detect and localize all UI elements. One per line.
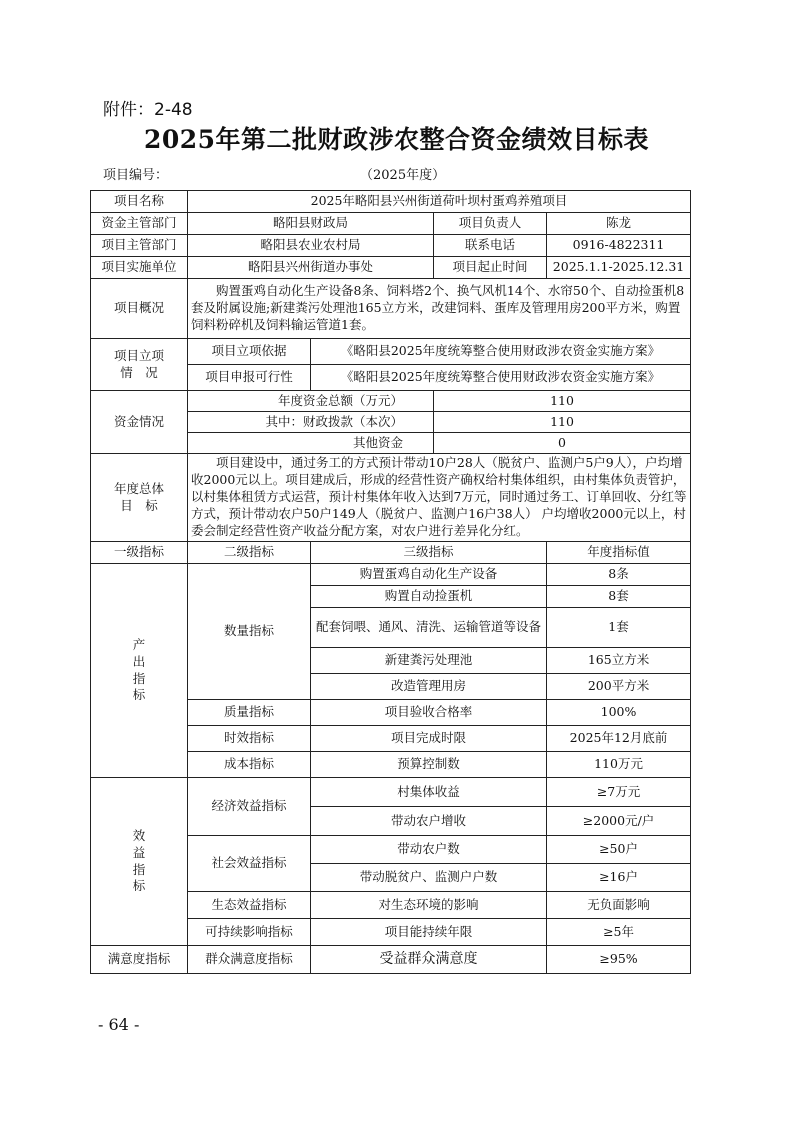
eco-item-value: 无负面影响 [547, 892, 691, 919]
row-fund-total [91, 391, 691, 412]
funds-label: 资金情况 [91, 391, 188, 454]
goal-label-line1: 年度总体 [113, 480, 164, 496]
overview-text: 购置蛋鸡自动化生产设备8条、饲料塔2个、换气风机14个、水帘50个、自动捡蛋机8套及附属设施;新建粪污处理池165立方米，改建饲料、蛋库及管理用房200平方米，购置饲料粉碎机及饲料输运管道1套。 [188, 279, 691, 339]
social-item-name: 带动农户数 [311, 836, 547, 864]
quantity-item-name: 购置自动捡蛋机 [311, 586, 547, 608]
time-indicator-label: 时效指标 [188, 726, 311, 752]
header-level2: 二级指标 [188, 542, 311, 564]
benefit-indicator-label [91, 778, 188, 946]
table-row [91, 564, 691, 586]
benefit-label-char: 指 [132, 861, 146, 877]
fund-other-value: 0 [434, 433, 691, 454]
basis-value: 《略阳县2025年度统筹整合使用财政涉农资金实施方案》 [311, 339, 691, 365]
social-item-value: ≥50户 [547, 836, 691, 864]
row-project-name [91, 191, 691, 213]
proj-dept-label: 项目主管部门 [91, 235, 188, 257]
goal-text: 项目建设中，通过务工的方式预计带动10户28人（脱贫户、监测户5户9人），户均增收2000元以上。项目建成后，形成的经营性资产确权给村集体组织，由村集体负责管护，以村集体租赁方式运营，预计村集体年收入达到7万元，同时通过务工、订单回收、分红等方式，预计带动农户50户149人（脱贫户、监测户16户38人） 户均增收2000元以上，村委会制定经营性资产收益分配方案，对农户进行差异化分红。 [188, 454, 691, 542]
eco-item-name: 对生态环境的影响 [311, 892, 547, 919]
approval-label [91, 339, 188, 391]
project-name-value: 2025年略阳县兴州街道荷叶坝村蛋鸡养殖项目 [188, 191, 691, 213]
quantity-item-value: 8套 [547, 586, 691, 608]
row-proj-dept [91, 235, 691, 257]
approval-label-line2: 情 况 [120, 364, 158, 380]
quantity-item-name: 购置蛋鸡自动化生产设备 [311, 564, 547, 586]
row-indicator-header [91, 542, 691, 564]
satisfaction-item-value: ≥95% [547, 946, 691, 974]
basis-label: 项目立项依据 [188, 339, 311, 365]
feasibility-label: 项目申报可行性 [188, 365, 311, 391]
year-label: （2025年度） [360, 168, 446, 183]
header-level1: 一级指标 [91, 542, 188, 564]
quality-indicator-label: 质量指标 [188, 700, 311, 726]
row-impl-unit [91, 257, 691, 279]
quantity-item-name: 配套饲喂、通风、清洗、运输管道等设备 [311, 608, 547, 648]
output-indicator-label [91, 564, 188, 778]
satisfaction-sub-label: 群众满意度指标 [188, 946, 311, 974]
output-label-char: 出 [132, 653, 146, 669]
feasibility-value: 《略阳县2025年度统筹整合使用财政涉农资金实施方案》 [311, 365, 691, 391]
proj-dept-value: 略阳县农业农村局 [188, 235, 434, 257]
header-level3: 三级指标 [311, 542, 547, 564]
fund-dept-value: 略阳县财政局 [188, 213, 434, 235]
performance-table [90, 190, 691, 974]
period-value: 2025.1.1-2025.12.31 [547, 257, 691, 279]
economic-item-value: ≥2000元/户 [547, 807, 691, 836]
fund-fiscal-value: 110 [434, 412, 691, 433]
quality-item-value: 100% [547, 700, 691, 726]
quantity-indicator-label: 数量指标 [188, 564, 311, 700]
satisfaction-item-name: 受益群众满意度 [311, 946, 547, 974]
page-number: - 64 - [98, 1015, 140, 1034]
economic-item-name: 带动农户增收 [311, 807, 547, 836]
sustain-item-name: 项目能持续年限 [311, 919, 547, 946]
social-indicator-label: 社会效益指标 [188, 836, 311, 892]
satisfaction-indicator-label: 满意度指标 [91, 946, 188, 974]
benefit-label-char: 益 [132, 844, 146, 860]
time-item-name: 项目完成时限 [311, 726, 547, 752]
quantity-item-name: 新建粪污处理池 [311, 648, 547, 674]
table-row [91, 946, 691, 974]
cost-item-name: 预算控制数 [311, 752, 547, 778]
benefit-label-char: 标 [132, 878, 146, 894]
quantity-item-value: 8条 [547, 564, 691, 586]
fund-other-label: 其他资金 [188, 433, 434, 454]
leader-value: 陈龙 [547, 213, 691, 235]
social-item-name: 带动脱贫户、监测户户数 [311, 864, 547, 892]
sustain-item-value: ≥5年 [547, 919, 691, 946]
goal-label-line2: 目 标 [120, 497, 158, 513]
sustain-indicator-label: 可持续影响指标 [188, 919, 311, 946]
header-value: 年度指标值 [547, 542, 691, 564]
output-label-char: 指 [132, 670, 146, 686]
benefit-label-char: 效 [132, 827, 146, 843]
fund-total-label: 年度资金总额（万元） [188, 391, 434, 412]
eco-indicator-label: 生态效益指标 [188, 892, 311, 919]
social-item-value: ≥16户 [547, 864, 691, 892]
row-approval-basis [91, 339, 691, 365]
economic-indicator-label: 经济效益指标 [188, 778, 311, 836]
page-title: 2025年第二批财政涉农整合资金绩效目标表 [143, 125, 650, 154]
output-label-char: 产 [132, 636, 146, 652]
cost-item-value: 110万元 [547, 752, 691, 778]
quality-item-name: 项目验收合格率 [311, 700, 547, 726]
row-annual-goal [91, 454, 691, 542]
row-fund-dept [91, 213, 691, 235]
project-code-label: 项目编号： [103, 168, 169, 183]
phone-label: 联系电话 [434, 235, 547, 257]
quantity-item-value: 200平方米 [547, 674, 691, 700]
quantity-item-value: 165立方米 [547, 648, 691, 674]
project-name-label: 项目名称 [91, 191, 188, 213]
output-label-char: 标 [132, 687, 146, 703]
fund-dept-label: 资金主管部门 [91, 213, 188, 235]
quantity-item-name: 改造管理用房 [311, 674, 547, 700]
impl-unit-value: 略阳县兴州街道办事处 [188, 257, 434, 279]
cost-indicator-label: 成本指标 [188, 752, 311, 778]
fund-total-value: 110 [434, 391, 691, 412]
time-item-value: 2025年12月底前 [547, 726, 691, 752]
fund-fiscal-label: 其中：财政拨款（本次） [188, 412, 434, 433]
quantity-item-value: 1套 [547, 608, 691, 648]
economic-item-name: 村集体收益 [311, 778, 547, 807]
leader-label: 项目负责人 [434, 213, 547, 235]
table-row [91, 778, 691, 807]
overview-label: 项目概况 [91, 279, 188, 339]
phone-value: 0916-4822311 [547, 235, 691, 257]
economic-item-value: ≥7万元 [547, 778, 691, 807]
attachment-label: 附件：2-48 [103, 100, 193, 120]
row-overview [91, 279, 691, 339]
period-label: 项目起止时间 [434, 257, 547, 279]
impl-unit-label: 项目实施单位 [91, 257, 188, 279]
goal-label [91, 454, 188, 542]
approval-label-line1: 项目立项 [113, 347, 164, 363]
